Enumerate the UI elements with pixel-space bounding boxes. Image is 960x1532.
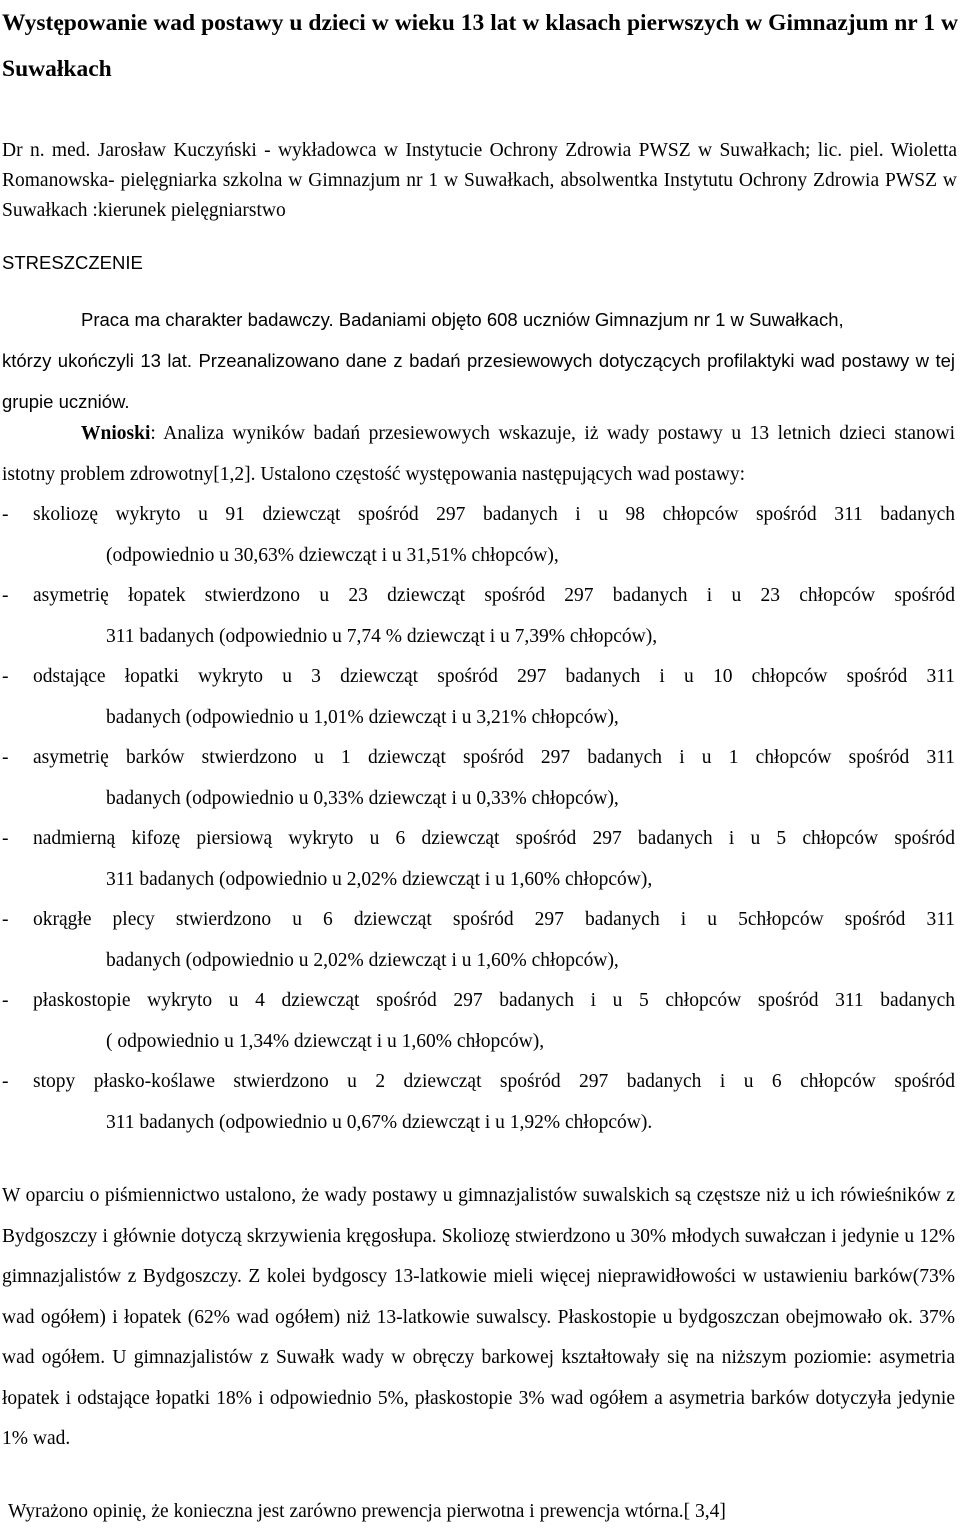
defect-line-1: płaskostopie wykryto u 4 dziewcząt spośród 297 badanych i u 5 chłopców spośród 311 badanych xyxy=(33,990,955,1011)
list-dash: - xyxy=(2,909,9,930)
conclusions-text: : Analiza wyników badań przesiewowych wskazuje, iż wady postawy u 13 letnich dzieci stanowi istotny problem zdrowotny[1,2]. Ustalono częstość występowania następujących wad postawy: xyxy=(2,423,955,485)
defect-line-2: badanych (odpowiednio u 2,02% dziewcząt i u 1,60% chłopców), xyxy=(106,949,619,971)
defect-list-item xyxy=(2,576,955,657)
conclusions-paragraph xyxy=(2,414,955,495)
defect-line-2: badanych (odpowiednio u 1,01% dziewcząt i u 3,21% chłopców), xyxy=(106,706,619,728)
defect-line-1: asymetrię łopatek stwierdzono u 23 dziewcząt spośród 297 badanych i u 23 chłopców spośród xyxy=(33,585,955,606)
literature-comparison: W oparciu o piśmiennictwo ustalono, że wady postawy u gimnazjalistów suwalskich są częstsze niż u ich rówieśników z Bydgoszczy i głównie dotyczą skrzywienia kręgosłupa. Skoliozę stwierdzono u 30% młodych suwałczan i jedynie u 12% gimnazjalistów z Bydgoszczy. Z kolei bydgoscy 13-latkowie mieli więcej nieprawidłowości w ustawieniu barków(73% wad ogółem) i łopatek (62% wad ogółem) niż 13-latkowie suwalscy. Płaskostopie u bydgoszczan obejmowało ok. 37% wad ogółem. U gimnazjalistów z Suwałk wady w obręczy barkowej kształtowały się na niższym poziomie: asymetria łopatek i odstające łopatki 18% i odpowiednio 5%, płaskostopie 3% wad ogółem a asymetria barków dotyczyła jedynie 1% wad. xyxy=(2,1185,955,1449)
defect-line-1: odstające łopatki wykryto u 3 dziewcząt spośród 297 badanych i u 10 chłopców spośród 311 xyxy=(33,666,955,687)
defect-line-1: asymetrię barków stwierdzono u 1 dziewcząt spośród 297 badanych i u 1 chłopców spośród 311 xyxy=(33,747,955,768)
authors-info: Dr n. med. Jarosław Kuczyński - wykładowca w Instytucie Ochrony Zdrowia PWSZ w Suwałkach; lic. piel. Wioletta Romanowska- pielęgniarka szkolna w Gimnazjum nr 1 w Suwałkach, absolwentka Instytutu Ochrony Zdrowia PWSZ w Suwałkach :kierunek pielęgniarstwo xyxy=(2,140,957,221)
conclusions-section xyxy=(2,414,955,1143)
final-sentence: Wyrażono opinię, że konieczna jest zarówno prewencja pierwotna i prewencja wtórna.[ 3,4] xyxy=(8,1501,726,1522)
summary-heading: STRESZCZENIE xyxy=(2,252,143,273)
defect-line-2: 311 badanych (odpowiednio u 0,67% dziewcząt i u 1,92% chłopców). xyxy=(106,1111,653,1133)
summary-paragraph xyxy=(2,299,955,422)
summary-rest: którzy ukończyli 13 lat. Przeanalizowano dane z badań przesiewowych dotyczących profilaktyki wad postawy w tej grupie uczniów. xyxy=(2,350,955,412)
defect-list-item xyxy=(2,981,955,1062)
defect-list-item xyxy=(2,1062,955,1143)
defects-list xyxy=(2,495,955,1143)
defect-list-item xyxy=(2,900,955,981)
defect-line-1: stopy płasko-koślawe stwierdzono u 2 dziewcząt spośród 297 badanych i u 6 chłopców spośród xyxy=(33,1071,955,1092)
list-dash: - xyxy=(2,1071,9,1092)
defect-list-item xyxy=(2,657,955,738)
defect-line-2: badanych (odpowiednio u 0,33% dziewcząt i u 0,33% chłopców), xyxy=(106,787,619,809)
conclusions-label: Wnioski xyxy=(81,423,151,444)
defect-line-1: okrągłe plecy stwierdzono u 6 dziewcząt spośród 297 badanych i u 5chłopców spośród 311 xyxy=(33,909,955,930)
list-dash: - xyxy=(2,504,9,525)
list-dash: - xyxy=(2,990,9,1011)
list-dash: - xyxy=(2,828,9,849)
defect-list-item xyxy=(2,819,955,900)
document-title: Występowanie wad postawy u dzieci w wieku 13 lat w klasach pierwszych w Gimnazjum nr 1 w Suwałkach xyxy=(2,10,958,82)
defect-line-1: nadmierną kifozę piersiową wykryto u 6 dziewcząt spośród 297 badanych i u 5 chłopców spośród xyxy=(33,828,955,849)
summary-line-1: Praca ma charakter badawczy. Badaniami objęto 608 uczniów Gimnazjum nr 1 w Suwałkach, xyxy=(81,309,844,330)
defect-list-item xyxy=(2,495,955,576)
list-dash: - xyxy=(2,585,9,606)
defect-list-item xyxy=(2,738,955,819)
list-dash: - xyxy=(2,747,9,768)
defect-line-2: 311 badanych (odpowiednio u 7,74 % dziewcząt i u 7,39% chłopców), xyxy=(106,625,658,647)
defect-line-2: ( odpowiednio u 1,34% dziewcząt i u 1,60% chłopców), xyxy=(106,1030,545,1052)
defect-line-2: (odpowiednio u 30,63% dziewcząt i u 31,51% chłopców), xyxy=(106,544,559,566)
defect-line-1: skoliozę wykryto u 91 dziewcząt spośród 297 badanych i u 98 chłopców spośród 311 badanych xyxy=(33,504,955,525)
defect-line-2: 311 badanych (odpowiednio u 2,02% dziewcząt i u 1,60% chłopców), xyxy=(106,868,653,890)
list-dash: - xyxy=(2,666,9,687)
